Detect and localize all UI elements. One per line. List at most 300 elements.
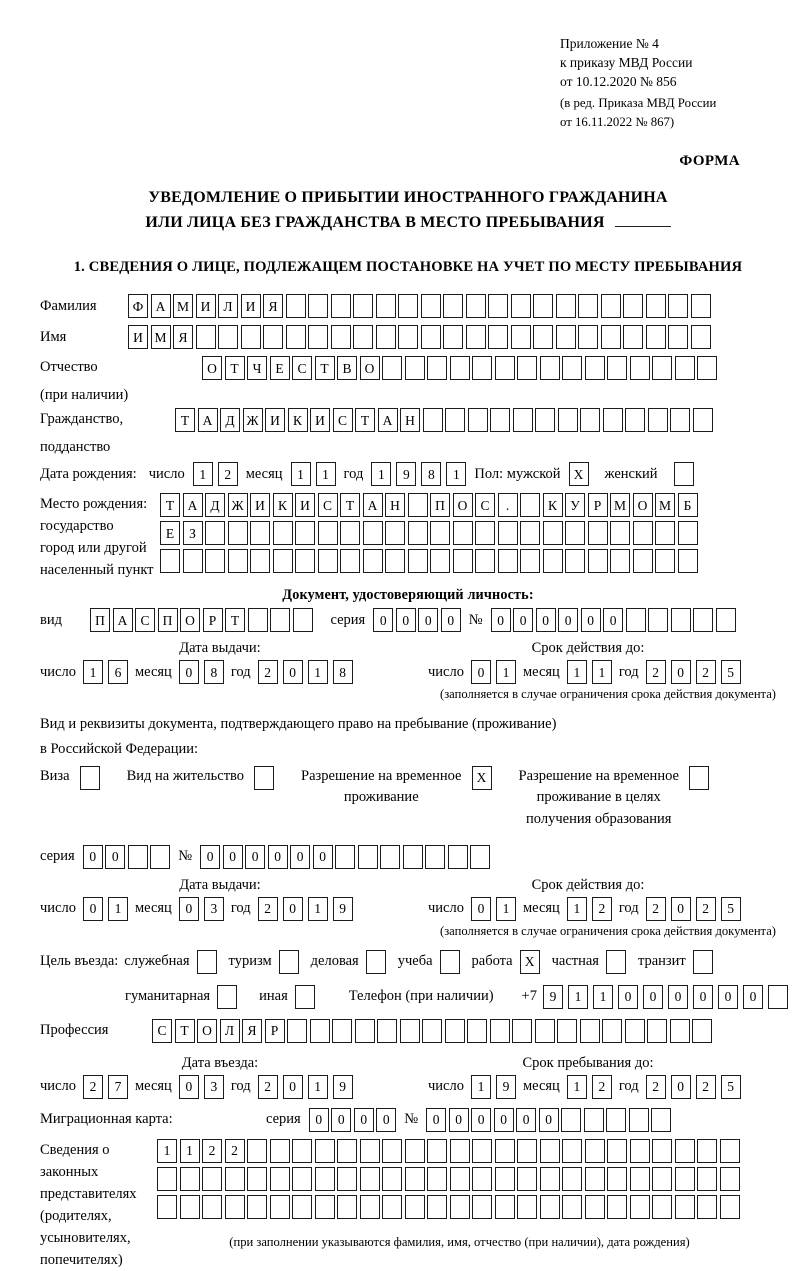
char-box[interactable]: С (292, 356, 312, 380)
char-box[interactable] (385, 521, 405, 545)
char-box[interactable] (472, 1167, 492, 1191)
char-box[interactable]: 1 (567, 897, 587, 921)
char-box[interactable] (517, 1139, 537, 1163)
char-box[interactable] (651, 1108, 671, 1132)
char-box[interactable]: 0 (313, 845, 333, 869)
char-box[interactable] (543, 521, 563, 545)
char-box[interactable] (511, 325, 531, 349)
char-box[interactable]: 1 (157, 1139, 177, 1163)
char-box[interactable]: О (633, 493, 653, 517)
char-box[interactable] (293, 608, 313, 632)
char-box[interactable]: Т (225, 356, 245, 380)
char-box[interactable]: 0 (83, 897, 103, 921)
char-box[interactable]: 1 (567, 660, 587, 684)
char-box[interactable] (630, 1195, 650, 1219)
char-box[interactable] (565, 549, 585, 573)
char-box[interactable] (652, 1167, 672, 1191)
char-box[interactable] (517, 1167, 537, 1191)
char-box[interactable] (584, 1108, 604, 1132)
char-box[interactable] (337, 1139, 357, 1163)
char-box[interactable] (533, 325, 553, 349)
char-box[interactable]: 1 (316, 462, 336, 486)
char-box[interactable] (225, 1195, 245, 1219)
char-box[interactable] (183, 549, 203, 573)
char-box[interactable] (511, 294, 531, 318)
char-box[interactable]: 9 (333, 897, 353, 921)
char-box[interactable] (697, 356, 717, 380)
char-box[interactable] (466, 325, 486, 349)
char-box[interactable] (360, 1167, 380, 1191)
char-box[interactable] (308, 325, 328, 349)
char-box[interactable]: 0 (290, 845, 310, 869)
char-box[interactable] (363, 549, 383, 573)
char-box[interactable]: Р (588, 493, 608, 517)
char-box[interactable] (693, 408, 713, 432)
char-box[interactable] (633, 549, 653, 573)
char-box[interactable] (675, 356, 695, 380)
char-box[interactable]: 0 (581, 608, 601, 632)
char-box[interactable]: 0 (309, 1108, 329, 1132)
char-box[interactable]: Р (203, 608, 223, 632)
char-box[interactable] (675, 1139, 695, 1163)
char-box[interactable]: 9 (396, 462, 416, 486)
char-box[interactable] (337, 1167, 357, 1191)
char-box[interactable]: 9 (496, 1075, 516, 1099)
char-box[interactable]: 1 (567, 1075, 587, 1099)
char-box[interactable] (250, 521, 270, 545)
char-box[interactable] (556, 325, 576, 349)
char-box[interactable]: 0 (283, 897, 303, 921)
char-box[interactable] (495, 1139, 515, 1163)
char-box[interactable] (403, 845, 423, 869)
char-box[interactable] (495, 356, 515, 380)
char-box[interactable] (422, 1019, 442, 1043)
char-box[interactable] (495, 1195, 515, 1219)
char-box[interactable]: 1 (496, 897, 516, 921)
char-box[interactable]: 0 (179, 1075, 199, 1099)
char-box[interactable]: 0 (283, 1075, 303, 1099)
char-box[interactable] (668, 325, 688, 349)
char-box[interactable]: 9 (333, 1075, 353, 1099)
char-box[interactable]: 0 (539, 1108, 559, 1132)
char-box[interactable] (606, 1108, 626, 1132)
char-box[interactable]: X (520, 950, 540, 974)
char-box[interactable] (678, 549, 698, 573)
char-box[interactable] (263, 325, 283, 349)
char-box[interactable]: Т (355, 408, 375, 432)
char-box[interactable] (472, 1195, 492, 1219)
char-box[interactable] (453, 549, 473, 573)
char-box[interactable]: 0 (693, 985, 713, 1009)
char-box[interactable] (675, 1167, 695, 1191)
char-box[interactable] (671, 608, 691, 632)
char-box[interactable]: 0 (223, 845, 243, 869)
char-box[interactable]: А (151, 294, 171, 318)
char-box[interactable] (646, 325, 666, 349)
char-box[interactable]: X (472, 766, 492, 790)
char-box[interactable]: Я (173, 325, 193, 349)
char-box[interactable] (562, 356, 582, 380)
char-box[interactable] (382, 1167, 402, 1191)
char-box[interactable] (610, 549, 630, 573)
char-box[interactable] (445, 1019, 465, 1043)
char-box[interactable] (225, 1167, 245, 1191)
char-box[interactable] (427, 1139, 447, 1163)
char-box[interactable] (495, 1167, 515, 1191)
char-box[interactable]: 5 (721, 897, 741, 921)
char-box[interactable] (376, 325, 396, 349)
char-box[interactable]: 0 (373, 608, 393, 632)
char-box[interactable] (160, 549, 180, 573)
char-box[interactable] (382, 1195, 402, 1219)
char-box[interactable] (279, 950, 299, 974)
char-box[interactable] (490, 1019, 510, 1043)
char-box[interactable]: Т (160, 493, 180, 517)
char-box[interactable] (150, 845, 170, 869)
char-box[interactable] (295, 985, 315, 1009)
char-box[interactable] (355, 1019, 375, 1043)
char-box[interactable] (217, 985, 237, 1009)
char-box[interactable]: 0 (471, 660, 491, 684)
char-box[interactable] (540, 1167, 560, 1191)
char-box[interactable]: 0 (618, 985, 638, 1009)
char-box[interactable] (585, 1195, 605, 1219)
char-box[interactable]: К (543, 493, 563, 517)
char-box[interactable] (408, 493, 428, 517)
char-box[interactable] (655, 549, 675, 573)
char-box[interactable] (607, 1167, 627, 1191)
char-box[interactable] (625, 408, 645, 432)
char-box[interactable]: О (360, 356, 380, 380)
char-box[interactable] (180, 1195, 200, 1219)
char-box[interactable] (295, 549, 315, 573)
char-box[interactable]: О (180, 608, 200, 632)
char-box[interactable] (720, 1167, 740, 1191)
char-box[interactable]: Б (678, 493, 698, 517)
char-box[interactable] (630, 1167, 650, 1191)
char-box[interactable] (318, 549, 338, 573)
char-box[interactable] (585, 1167, 605, 1191)
char-box[interactable]: М (655, 493, 675, 517)
char-box[interactable] (270, 608, 290, 632)
char-box[interactable]: 2 (218, 462, 238, 486)
char-box[interactable] (440, 950, 460, 974)
char-box[interactable] (241, 325, 261, 349)
char-box[interactable]: Н (400, 408, 420, 432)
char-box[interactable] (353, 294, 373, 318)
char-box[interactable] (498, 521, 518, 545)
char-box[interactable]: К (288, 408, 308, 432)
char-box[interactable] (292, 1195, 312, 1219)
char-box[interactable]: Т (225, 608, 245, 632)
char-box[interactable] (533, 294, 553, 318)
char-box[interactable] (697, 1139, 717, 1163)
char-box[interactable]: 1 (496, 660, 516, 684)
char-box[interactable] (335, 845, 355, 869)
char-box[interactable]: 1 (308, 897, 328, 921)
char-box[interactable] (520, 493, 540, 517)
char-box[interactable]: 0 (376, 1108, 396, 1132)
char-box[interactable] (308, 294, 328, 318)
char-box[interactable] (535, 1019, 555, 1043)
char-box[interactable] (408, 549, 428, 573)
char-box[interactable] (675, 1195, 695, 1219)
char-box[interactable] (315, 1139, 335, 1163)
char-box[interactable]: С (475, 493, 495, 517)
char-box[interactable]: 2 (646, 1075, 666, 1099)
char-box[interactable] (295, 521, 315, 545)
char-box[interactable]: Т (315, 356, 335, 380)
char-box[interactable] (318, 521, 338, 545)
char-box[interactable] (535, 408, 555, 432)
char-box[interactable]: Ж (243, 408, 263, 432)
char-box[interactable] (670, 408, 690, 432)
char-box[interactable] (205, 521, 225, 545)
char-box[interactable] (630, 1139, 650, 1163)
char-box[interactable] (472, 1139, 492, 1163)
char-box[interactable]: Л (218, 294, 238, 318)
char-box[interactable] (197, 950, 217, 974)
char-box[interactable] (697, 1195, 717, 1219)
char-box[interactable]: Т (340, 493, 360, 517)
char-box[interactable] (498, 549, 518, 573)
char-box[interactable] (472, 356, 492, 380)
char-box[interactable] (693, 950, 713, 974)
char-box[interactable] (254, 766, 274, 790)
char-box[interactable]: 0 (668, 985, 688, 1009)
char-box[interactable] (423, 408, 443, 432)
char-box[interactable]: К (273, 493, 293, 517)
char-box[interactable] (562, 1139, 582, 1163)
char-box[interactable]: 2 (83, 1075, 103, 1099)
char-box[interactable]: З (183, 521, 203, 545)
char-box[interactable] (377, 1019, 397, 1043)
char-box[interactable]: 0 (671, 897, 691, 921)
char-box[interactable]: Р (265, 1019, 285, 1043)
char-box[interactable]: 0 (516, 1108, 536, 1132)
char-box[interactable] (366, 950, 386, 974)
char-box[interactable] (512, 1019, 532, 1043)
char-box[interactable] (557, 1019, 577, 1043)
char-box[interactable] (648, 408, 668, 432)
char-box[interactable]: М (151, 325, 171, 349)
char-box[interactable] (421, 294, 441, 318)
char-box[interactable] (405, 356, 425, 380)
char-box[interactable]: 7 (108, 1075, 128, 1099)
char-box[interactable]: 0 (558, 608, 578, 632)
char-box[interactable] (228, 549, 248, 573)
char-box[interactable]: 0 (418, 608, 438, 632)
char-box[interactable] (768, 985, 788, 1009)
char-box[interactable]: И (310, 408, 330, 432)
char-box[interactable]: 2 (592, 897, 612, 921)
char-box[interactable] (716, 608, 736, 632)
char-box[interactable]: 0 (283, 660, 303, 684)
char-box[interactable] (273, 549, 293, 573)
char-box[interactable] (382, 1139, 402, 1163)
char-box[interactable]: 2 (696, 897, 716, 921)
char-box[interactable] (601, 325, 621, 349)
char-box[interactable]: 0 (671, 1075, 691, 1099)
char-box[interactable]: X (569, 462, 589, 486)
char-box[interactable] (540, 1139, 560, 1163)
char-box[interactable] (490, 408, 510, 432)
char-box[interactable] (540, 356, 560, 380)
char-box[interactable]: 2 (646, 897, 666, 921)
char-box[interactable] (585, 1139, 605, 1163)
char-box[interactable]: 0 (354, 1108, 374, 1132)
char-box[interactable]: П (90, 608, 110, 632)
char-box[interactable] (556, 294, 576, 318)
char-box[interactable] (405, 1167, 425, 1191)
char-box[interactable]: 2 (258, 660, 278, 684)
char-box[interactable]: С (135, 608, 155, 632)
char-box[interactable]: А (113, 608, 133, 632)
char-box[interactable] (450, 1139, 470, 1163)
char-box[interactable]: 0 (536, 608, 556, 632)
char-box[interactable]: 3 (204, 1075, 224, 1099)
char-box[interactable]: 0 (449, 1108, 469, 1132)
char-box[interactable] (580, 1019, 600, 1043)
char-box[interactable]: 1 (83, 660, 103, 684)
char-box[interactable]: И (265, 408, 285, 432)
char-box[interactable] (565, 521, 585, 545)
char-box[interactable]: 2 (646, 660, 666, 684)
char-box[interactable]: 1 (291, 462, 311, 486)
char-box[interactable]: Л (220, 1019, 240, 1043)
char-box[interactable] (205, 549, 225, 573)
char-box[interactable]: 2 (202, 1139, 222, 1163)
char-box[interactable] (633, 521, 653, 545)
char-box[interactable]: 0 (603, 608, 623, 632)
char-box[interactable] (398, 294, 418, 318)
char-box[interactable] (646, 294, 666, 318)
char-box[interactable]: П (158, 608, 178, 632)
char-box[interactable] (670, 1019, 690, 1043)
char-box[interactable] (180, 1167, 200, 1191)
char-box[interactable] (292, 1167, 312, 1191)
char-box[interactable] (580, 408, 600, 432)
char-box[interactable] (607, 1195, 627, 1219)
char-box[interactable] (623, 325, 643, 349)
char-box[interactable] (287, 1019, 307, 1043)
char-box[interactable] (421, 325, 441, 349)
char-box[interactable] (467, 1019, 487, 1043)
char-box[interactable] (430, 549, 450, 573)
char-box[interactable] (588, 521, 608, 545)
char-box[interactable]: 1 (108, 897, 128, 921)
char-box[interactable] (270, 1167, 290, 1191)
char-box[interactable]: 2 (225, 1139, 245, 1163)
char-box[interactable]: С (152, 1019, 172, 1043)
char-box[interactable] (443, 294, 463, 318)
char-box[interactable] (202, 1195, 222, 1219)
char-box[interactable]: 3 (204, 897, 224, 921)
char-box[interactable] (332, 1019, 352, 1043)
char-box[interactable]: 0 (494, 1108, 514, 1132)
char-box[interactable]: А (183, 493, 203, 517)
char-box[interactable] (468, 408, 488, 432)
char-box[interactable]: 1 (593, 985, 613, 1009)
char-box[interactable]: 0 (643, 985, 663, 1009)
char-box[interactable] (603, 408, 623, 432)
char-box[interactable]: 0 (83, 845, 103, 869)
char-box[interactable] (693, 608, 713, 632)
char-box[interactable] (520, 549, 540, 573)
char-box[interactable]: Я (242, 1019, 262, 1043)
char-box[interactable] (647, 1019, 667, 1043)
char-box[interactable] (337, 1195, 357, 1219)
char-box[interactable] (443, 325, 463, 349)
char-box[interactable] (408, 521, 428, 545)
char-box[interactable] (652, 1195, 672, 1219)
char-box[interactable]: 0 (179, 897, 199, 921)
char-box[interactable]: О (453, 493, 473, 517)
char-box[interactable] (466, 294, 486, 318)
char-box[interactable] (543, 549, 563, 573)
char-box[interactable] (353, 325, 373, 349)
char-box[interactable] (626, 608, 646, 632)
char-box[interactable] (270, 1139, 290, 1163)
char-box[interactable] (376, 294, 396, 318)
char-box[interactable]: А (378, 408, 398, 432)
char-box[interactable] (652, 356, 672, 380)
char-box[interactable] (405, 1195, 425, 1219)
char-box[interactable]: 0 (268, 845, 288, 869)
char-box[interactable] (248, 608, 268, 632)
char-box[interactable] (385, 549, 405, 573)
char-box[interactable] (678, 521, 698, 545)
char-box[interactable]: 2 (258, 897, 278, 921)
char-box[interactable] (363, 521, 383, 545)
char-box[interactable] (80, 766, 100, 790)
char-box[interactable]: 2 (258, 1075, 278, 1099)
char-box[interactable]: 0 (396, 608, 416, 632)
char-box[interactable]: А (198, 408, 218, 432)
char-box[interactable]: 1 (446, 462, 466, 486)
char-box[interactable]: 0 (441, 608, 461, 632)
char-box[interactable]: Ф (128, 294, 148, 318)
char-box[interactable]: 0 (491, 608, 511, 632)
char-box[interactable]: 0 (513, 608, 533, 632)
char-box[interactable] (453, 521, 473, 545)
char-box[interactable] (625, 1019, 645, 1043)
char-box[interactable]: 2 (696, 1075, 716, 1099)
char-box[interactable] (380, 845, 400, 869)
char-box[interactable] (427, 1195, 447, 1219)
char-box[interactable] (607, 356, 627, 380)
char-box[interactable]: 6 (108, 660, 128, 684)
char-box[interactable]: 0 (471, 1108, 491, 1132)
char-box[interactable] (292, 1139, 312, 1163)
char-box[interactable] (623, 294, 643, 318)
char-box[interactable]: 0 (200, 845, 220, 869)
char-box[interactable] (360, 1139, 380, 1163)
char-box[interactable] (398, 325, 418, 349)
char-box[interactable] (450, 1195, 470, 1219)
char-box[interactable] (720, 1195, 740, 1219)
char-box[interactable] (425, 845, 445, 869)
char-box[interactable] (196, 325, 216, 349)
char-box[interactable] (606, 950, 626, 974)
char-box[interactable] (427, 356, 447, 380)
char-box[interactable]: П (430, 493, 450, 517)
char-box[interactable]: 0 (331, 1108, 351, 1132)
char-box[interactable]: Т (175, 408, 195, 432)
char-box[interactable] (629, 1108, 649, 1132)
char-box[interactable] (128, 845, 148, 869)
char-box[interactable]: Ч (247, 356, 267, 380)
